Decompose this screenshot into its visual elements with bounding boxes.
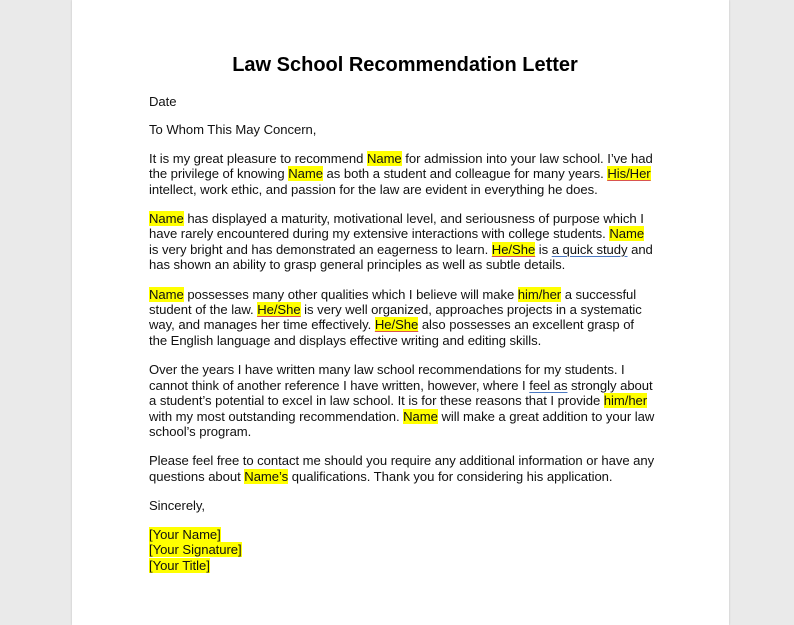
your-signature-placeholder: [Your Signature] <box>149 542 242 558</box>
text-segment: a successful <box>561 286 637 302</box>
text-segment: is very bright and has demonstrated an eagerness to learn. <box>149 241 492 257</box>
text-segment: questions about <box>149 468 245 484</box>
text-segment: way, and manages her time effectively. <box>149 317 375 333</box>
text-segment: have rarely encountered during my extensive interactions with college students. <box>149 226 610 242</box>
paragraph-4-line-4 <box>149 409 661 424</box>
text-segment: possesses many other qualities which I believe will make <box>183 286 518 302</box>
paragraph-4-line-2 <box>149 378 661 393</box>
name-placeholder: Name <box>149 286 184 302</box>
text-segment: cannot think of another reference I have written, however, where I <box>149 377 530 393</box>
date-line: Date <box>149 94 177 109</box>
text-segment: It is my great pleasure to recommend <box>149 150 367 166</box>
text-segment: with my most outstanding recommendation. <box>149 408 404 424</box>
your-title-placeholder: [Your Title] <box>149 557 210 573</box>
grammar-suggestion: feel as <box>529 377 568 393</box>
pronoun-placeholder: him/her <box>603 393 648 409</box>
paragraph-4-line-5: school’s program. <box>149 423 252 439</box>
text-segment: and <box>627 241 653 257</box>
salutation: To Whom This May Concern, <box>149 122 317 138</box>
paragraph-2-line-2 <box>149 226 661 241</box>
text-segment: is very well organized, approaches projects in a systematic <box>300 302 642 318</box>
pronoun-placeholder: He/She <box>491 241 536 257</box>
grammar-suggestion: a quick study <box>551 241 628 257</box>
text-segment: strongly about <box>567 377 653 393</box>
pronoun-placeholder: He/She <box>257 302 301 318</box>
pronoun-placeholder: His/Her <box>607 166 651 182</box>
paragraph-2-line-3 <box>149 242 661 257</box>
paragraph-4 <box>149 362 661 439</box>
document-page <box>72 0 729 625</box>
paragraph-4-line-3 <box>149 393 661 408</box>
paragraph-1-line-2 <box>149 166 661 181</box>
text-segment: will make a great addition to your law <box>437 408 655 424</box>
text-segment: student of the law. <box>149 302 258 318</box>
closing: Sincerely, <box>149 498 206 514</box>
text-segment: the privilege of knowing <box>149 166 289 182</box>
paragraph-3 <box>149 287 661 349</box>
signature-block <box>149 527 661 574</box>
paragraph-3-line-1 <box>149 287 661 302</box>
paragraph-3-line-3 <box>149 317 661 332</box>
name-placeholder: Name <box>288 166 323 182</box>
paragraph-4-line-1: Over the years I have written many law school recommendations for my students. I <box>149 362 625 378</box>
letter-content <box>149 52 661 573</box>
text-segment: also possesses an excellent grasp of <box>418 317 635 333</box>
name-placeholder: Name <box>609 226 645 242</box>
paragraph-5-line-1: Please feel free to contact me should you require any additional information or have any <box>149 453 655 469</box>
name-placeholder: Name <box>366 150 402 166</box>
text-segment: as both a student and colleague for many years. <box>322 166 608 182</box>
paragraph-3-line-4: the English language and displays effective writing and editing skills. <box>149 332 542 348</box>
paragraph-3-line-2 <box>149 302 661 317</box>
text-segment: a student’s potential to excel in law school. It is for these reasons that I provide <box>149 393 604 409</box>
paragraph-2-line-4: has shown an ability to grasp general principles as well as subtle details. <box>149 257 566 273</box>
text-segment: for admission into your law school. I’ve had <box>401 150 653 166</box>
paragraph-2-line-1 <box>149 211 661 226</box>
paragraph-1-line-1 <box>149 151 661 166</box>
your-name-placeholder: [Your Name] <box>149 526 221 542</box>
paragraph-5 <box>149 453 661 484</box>
pronoun-placeholder: him/her <box>517 286 562 302</box>
paragraph-5-line-2 <box>149 469 661 484</box>
pronoun-placeholder: He/She <box>374 317 419 333</box>
paragraph-1 <box>149 151 661 197</box>
name-placeholder: Name <box>149 211 184 227</box>
name-placeholder: Name <box>403 408 438 424</box>
paragraph-1-line-3: intellect, work ethic, and passion for the law are evident in everything he does. <box>149 181 598 197</box>
paragraph-2 <box>149 211 661 273</box>
name-placeholder: Name’s <box>244 468 289 484</box>
letter-title: Law School Recommendation Letter <box>232 54 578 76</box>
text-segment: is <box>535 241 552 257</box>
text-segment: has displayed a maturity, motivational level, and seriousness of purpose which I <box>183 211 644 227</box>
text-segment: qualifications. Thank you for considering his application. <box>288 468 613 484</box>
